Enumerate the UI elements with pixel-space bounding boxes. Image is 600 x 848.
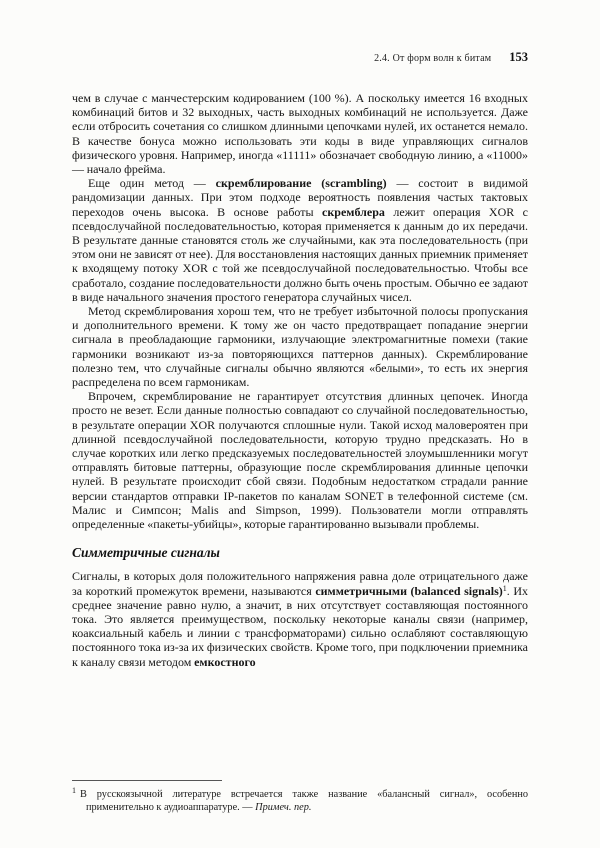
page-header [72,50,528,65]
paragraph [72,91,528,176]
text-run: скремблирование (scrambling) [215,176,387,191]
text-run: симметричными (balanced signals) [315,583,503,598]
text-run: — состоит в видимой рандомизации данных. При этом подходе вероятность появления частых тактовых переходов очень высока. В основе работы [72,176,528,219]
text-run: Сигналы, в которых доля положительного напряжения равна доле отрицательного даже за короткий промежуток времени, называются [72,569,528,598]
text-run: Впрочем, скремблирование не гарантирует отсутствия длинных цепочек. Иногда просто не везет. Если данные полностью совпадают со случайной последовательностью, в результате операции XOR получаются сплошные нули. Такой исход маловероятен при длинной псевдослучайной последовательности, которую трудно предсказать. Но в случае коротких или легко предсказуемых последовательностей злоумышленники могут отправлять битовые паттерны, образующие после скремблирования длинные цепочки нулей. В результате происходит сбой связи. Подобным недостатком страдали ранние версии стандартов отправки IP-пакетов по каналам SONET в телефонной системе (см. Малис и Симпсон; Malis and Simpson, 1999). Пользователи могли отправлять определенные «пакеты-убийцы», которые гарантированно вызывали проблемы. [72,389,528,532]
paragraph [72,569,528,668]
text-run: лежит операция XOR с псевдослучайной последовательностью, которая применяется к данным до их передачи. В результате данные становятся столь же случайными, как эта последовательность (при этом они не зависят от нее). Для восстановления настоящих данных приемник применяет к входящему потоку XOR с той же псевдослучайной последовательностью. Чтобы все сработало, создание последовательности должно быть очень простым. Обычно ее задают в виде начального значения простого генератора случайных чисел. [72,204,529,304]
paragraph [72,389,528,531]
running-head: 2.4. От форм волн к битам [374,53,492,64]
text-run: чем в случае с манчестерским кодированием (100 %). А поскольку имеется 16 входных комбинаций битов и 32 выходных, часть выходных комбинаций не используется. Даже если отбросить сочетания со слишком длинными цепочками нулей, их останется немало. В качестве бонуса можно использовать эти коды в виде управляющих сигналов физического уровня. Например, иногда «11111» обозначает свободную линию, а «11000» — начало фрейма. [72,91,528,177]
text-run: Примеч. пер. [255,802,312,814]
footnote [72,788,528,814]
text-run: В русскоязычной литературе встречается также название «балансный сигнал», особенно применительно к аудиоаппаратуре. — [80,789,528,814]
footnote-marker: 1 [502,583,507,593]
footnote-marker: 1 [72,786,76,795]
footnote-rule [72,780,222,781]
page-number: 153 [509,50,528,64]
footnote-area [72,780,528,814]
text-run: Еще один метод — [88,176,216,191]
text-run: скремблера [322,204,385,219]
paragraph [72,304,528,389]
paragraph [72,176,528,304]
text-run: Метод скремблирования хорош тем, что не требует избыточной полосы пропускания и дополнительного времени. К тому же он часто предотвращает попадание энергии сигнала в преобладающие гармоники, излучающие электромагнитные помехи (такие гармоники возникают из-за повторяющихся паттернов данных). Скремблирование полезно тем, что случайные сигналы обычно являются «белыми», то есть их энергия распределена по всем гармоникам. [72,304,528,390]
text-run: емкостного [194,654,256,669]
text-run: . Их среднее значение равно нулю, а значит, в них отсутствует составляющая постоянного тока. Это является преимуществом, поскольку некоторые каналы связи (например, коаксиальный кабель и линии с трансформаторами) сильно ослабляют составляющую постоянного тока из-за их физических свойств. Кроме того, при подключении приемника к каналу связи методом [72,583,528,669]
page-body [72,91,528,669]
section-heading: Симметричные сигналы [72,545,220,561]
